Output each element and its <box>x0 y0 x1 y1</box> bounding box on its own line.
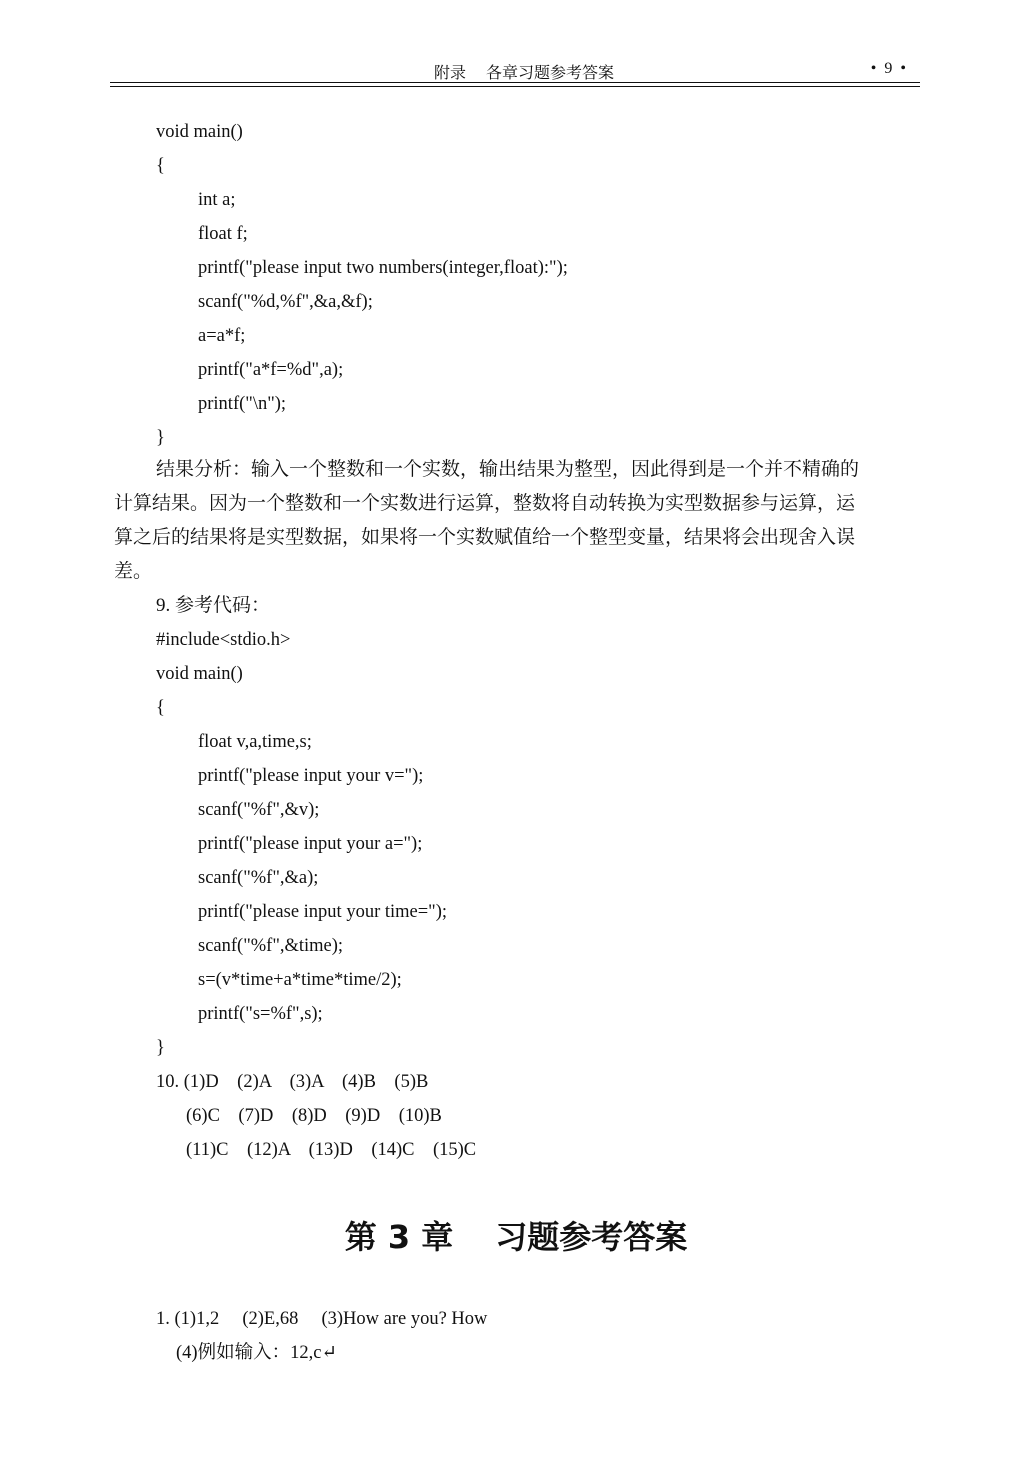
code-line: void main() <box>156 122 243 142</box>
code-line: s=(v*time+a*time*time/2); <box>198 970 402 990</box>
chapter-number: 第 3 章 <box>344 1218 454 1256</box>
header-rule-thin <box>110 86 920 87</box>
code-line: printf("please input two numbers(integer,float):"); <box>198 258 568 278</box>
chapter3-answer-line: 1. (1)1,2 (2)E,68 (3)How are you? How <box>156 1309 488 1329</box>
code-line: scanf("%f",&v); <box>198 800 320 820</box>
code-line: float v,a,time,s; <box>198 732 312 752</box>
question-10-answers: 10. (1)D (2)A (3)A (4)B (5)B <box>156 1072 429 1092</box>
question-10-answers: (11)C (12)A (13)D (14)C (15)C <box>186 1140 477 1160</box>
code-line: void main() <box>156 664 243 684</box>
question-10-answers: (6)C (7)D (8)D (9)D (10)B <box>186 1106 442 1126</box>
analysis-line: 差。 <box>114 561 153 582</box>
code-line: printf("please input your time="); <box>198 902 448 922</box>
code-line: } <box>156 428 165 448</box>
code-line: scanf("%d,%f",&a,&f); <box>198 292 373 312</box>
page-number: • 9 • <box>870 60 908 77</box>
code-line: float f; <box>198 224 248 244</box>
code-line: printf("\n"); <box>198 394 287 414</box>
running-header <box>110 60 920 82</box>
question-9-label: 9. 参考代码： <box>156 595 271 616</box>
code-line: a=a*f; <box>198 326 246 346</box>
header-rule-thick <box>110 82 920 83</box>
chapter-heading: 习题参考答案 <box>495 1218 688 1256</box>
chapter-title <box>0 1212 1032 1262</box>
code-line: } <box>156 1038 165 1058</box>
code-line: printf("please input your a="); <box>198 834 423 854</box>
code-line: printf("please input your v="); <box>198 766 424 786</box>
code-line: int a; <box>198 190 236 210</box>
analysis-line: 算之后的结果将是实型数据，如果将一个实数赋值给一个整型变量，结果将会出现舍入误 <box>114 527 856 548</box>
analysis-line: 计算结果。因为一个整数和一个实数进行运算，整数将自动转换为实型数据参与运算，运 <box>114 493 856 514</box>
header-title: 附录 各章习题参考答案 <box>434 65 615 82</box>
code-line: scanf("%f",&a); <box>198 868 319 888</box>
analysis-line: 结果分析：输入一个整数和一个实数，输出结果为整型，因此得到是一个并不精确的 <box>156 459 860 480</box>
code-line: scanf("%f",&time); <box>198 936 344 956</box>
chapter3-answer-line: (4)例如输入：12,c↵ <box>176 1343 337 1363</box>
code-line: printf("s=%f",s); <box>198 1004 323 1024</box>
code-line: { <box>156 698 165 718</box>
code-line: printf("a*f=%d",a); <box>198 360 344 380</box>
code-line: { <box>156 156 165 176</box>
code-line: #include<stdio.h> <box>156 630 291 650</box>
